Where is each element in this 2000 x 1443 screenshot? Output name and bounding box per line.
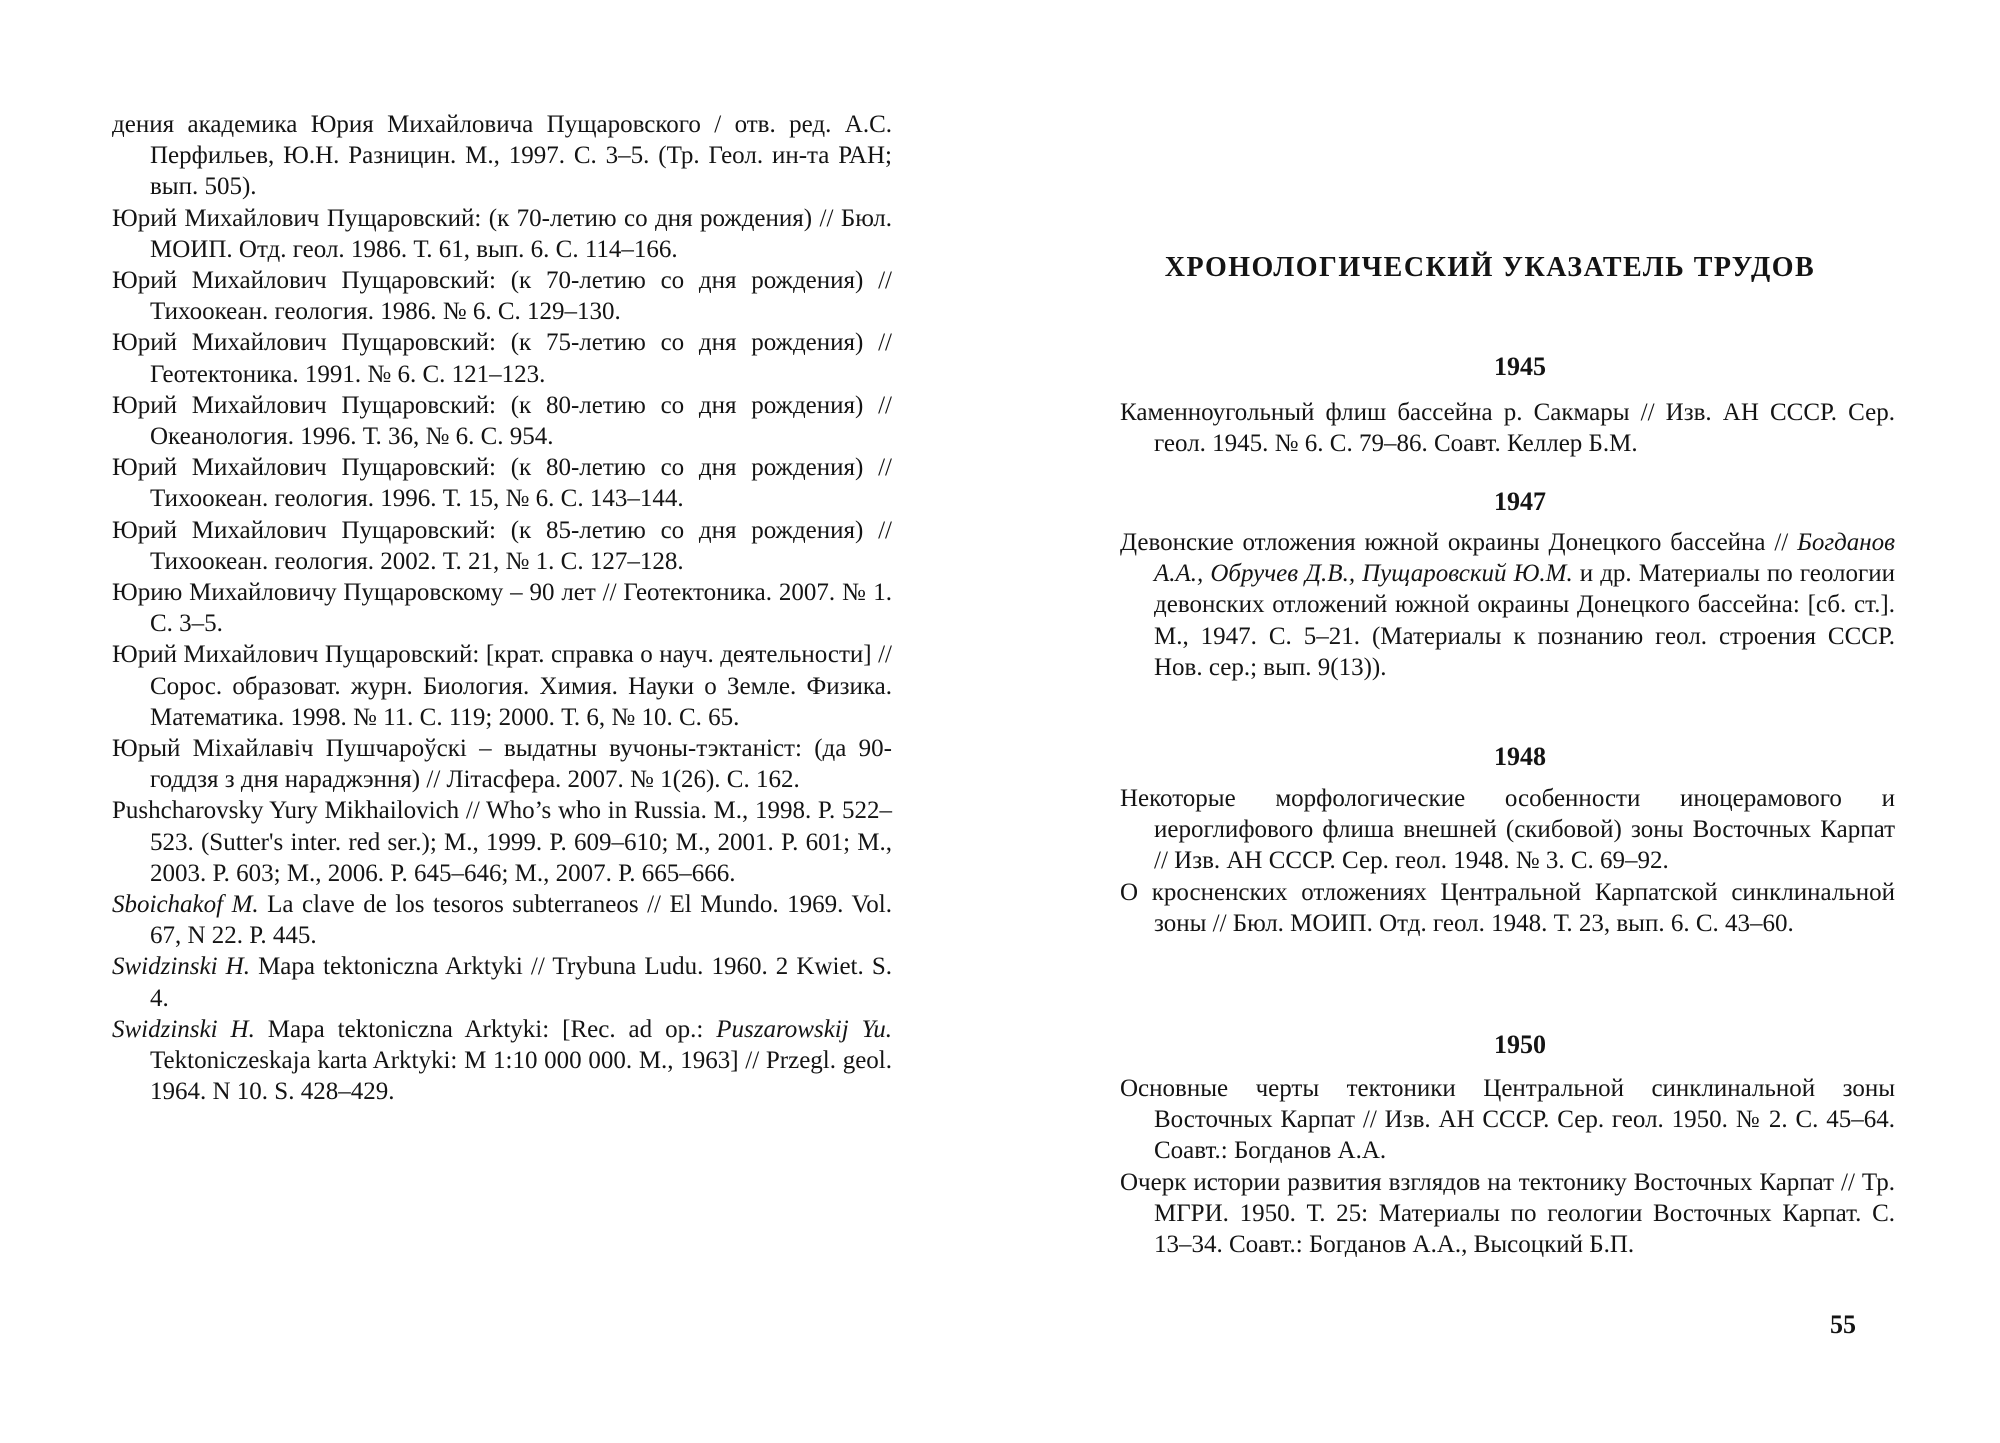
year-heading: 1948	[1494, 742, 1546, 771]
section-heading: ХРОНОЛОГИЧЕСКИЙ УКАЗАТЕЛЬ ТРУДОВ	[1164, 252, 1816, 283]
bibliography-entry: Юрий Михайлович Пущаровский: (к 70-летию со дня рождения) // Бюл. МОИП. Отд. геол. 1986. Т. 61, вып. 6. С. 114–166.	[112, 204, 892, 263]
year-heading: 1945	[1494, 352, 1546, 381]
bibliography-entry: Некоторые морфологические особенности иноцерамового и иероглифового флиша внешней (скибовой) зоны Восточных Карпат // Изв. АН СССР. Сер. геол. 1948. № 3. С. 69–92.	[1120, 785, 1895, 875]
bibliography-entry: Основные черты тектоники Центральной синклинальной зоны Восточных Карпат // Изв. АН СССР. Сер. геол. 1950. № 2. С. 45–64. Соавт.: Богданов А.А.	[1120, 1075, 1895, 1165]
year-1945-entries	[1120, 397, 1895, 459]
bibliography-entry: Каменноугольный флиш бассейна р. Сакмары // Изв. АН СССР. Сер. геол. 1945. № 6. С. 79–86. Соавт. Келлер Б.М.	[1120, 399, 1895, 458]
bibliography-entry: Юрий Михайлович Пущаровский: (к 70-летию со дня рождения) // Тихоокеан. геология. 1986. № 6. С. 129–130.	[112, 267, 892, 326]
bibliography-entry: Swidzinski H. Mapa tektoniczna Arktyki: [Rec. ad op.: Puszarowskij Yu. Tektoniczeskaja karta Arktyki: M 1:10 000 000. M., 1963] // Przegl. geol. 1964. N 10. S. 428–429.	[112, 1015, 893, 1106]
year-1947-entries	[1120, 527, 1895, 683]
bibliography-entry: Sboichakof M. La clave de los tesoros subterraneos // El Mundo. 1969. Vol. 67, N 22. P. 445.	[112, 891, 892, 950]
bibliography-entry: Pushcharovsky Yury Mikhailovich // Who’s who in Russia. M., 1998. P. 522–523. (Sutter's inter. red ser.); M., 1999. P. 609–610; M., 2001. P. 601; M., 2003. P. 603; M., 2006. P. 645–646; M., 2007. P. 665–666.	[112, 797, 892, 887]
bibliography-entry: Юрый Міхайлавіч Пушчароўскі – выдатны вучоны-тэктаніст: (да 90-годдзя з дня нараджэння) // Літасфера. 2007. № 1(26). С. 162.	[112, 735, 892, 794]
bibliography-entry: Юрий Михайлович Пущаровский: (к 80-летию со дня рождения) // Океанология. 1996. Т. 36, № 6. С. 954.	[112, 391, 892, 451]
bibliography-entry: Swidzinski H. Mapa tektoniczna Arktyki // Trybuna Ludu. 1960. 2 Kwiet. S. 4.	[112, 953, 892, 1012]
year-heading: 1950	[1494, 1030, 1546, 1059]
bibliography-entry: Юрий Михайлович Пущаровский: (к 80-летию со дня рождения) // Тихоокеан. геология. 1996. Т. 15, № 6. С. 143–144.	[112, 454, 892, 513]
year-1948-entries	[1120, 783, 1895, 939]
bibliography-entry: Девонские отложения южной окраины Донецкого бассейна // Богданов А.А., Обручев Д.В., Пущаровский Ю.М. и др. Материалы по геологии девонских отложений южной окраины Донецкого бассейна: [сб. ст.]. М., 1947. С. 5–21. (Материалы к познанию геол. строения СССР. Нов. сер.; вып. 9(13)).	[1120, 529, 1895, 681]
page-number: 55	[1830, 1310, 1856, 1339]
year-1950-entries	[1120, 1073, 1895, 1260]
bibliography-entry: Юрий Михайлович Пущаровский: (к 75-летию со дня рождения) // Геотектоника. 1991. № 6. С. 121–123.	[112, 329, 892, 388]
bibliography-entry: О кросненских отложениях Центральной Карпатской синклинальной зоны // Бюл. МОИП. Отд. геол. 1948. Т. 23, вып. 6. С. 43–60.	[1120, 878, 1895, 937]
bibliography-entry: дения академика Юрия Михайловича Пущаровского / отв. ред. А.С. Перфильев, Ю.Н. Разницин. М., 1997. С. 3–5. (Тр. Геол. ин-та РАН; вып. 505).	[112, 111, 892, 201]
bibliography-entry: Очерк истории развития взглядов на тектонику Восточных Карпат // Тр. МГРИ. 1950. Т. 25: Материалы по геологии Восточных Карпат. С. 13–34. Соавт.: Богданов А.А., Высоцкий Б.П.	[1120, 1168, 1895, 1259]
bibliography-entry: Юрий Михайлович Пущаровский: [крат. справка о науч. деятельности] // Сорос. образоват. журн. Биология. Химия. Науки о Земле. Физика. Математика. 1998. № 11. С. 119; 2000. Т. 6, № 10. С. 65.	[112, 641, 892, 731]
bibliography-entry: Юрий Михайлович Пущаровский: (к 85-летию со дня рождения) // Тихоокеан. геология. 2002. Т. 21, № 1. С. 127–128.	[112, 516, 892, 575]
year-heading: 1947	[1494, 487, 1546, 516]
bibliography-list-left	[112, 109, 892, 1108]
bibliography-entry: Юрию Михайловичу Пущаровскому – 90 лет // Геотектоника. 2007. № 1. С. 3–5.	[112, 579, 892, 638]
